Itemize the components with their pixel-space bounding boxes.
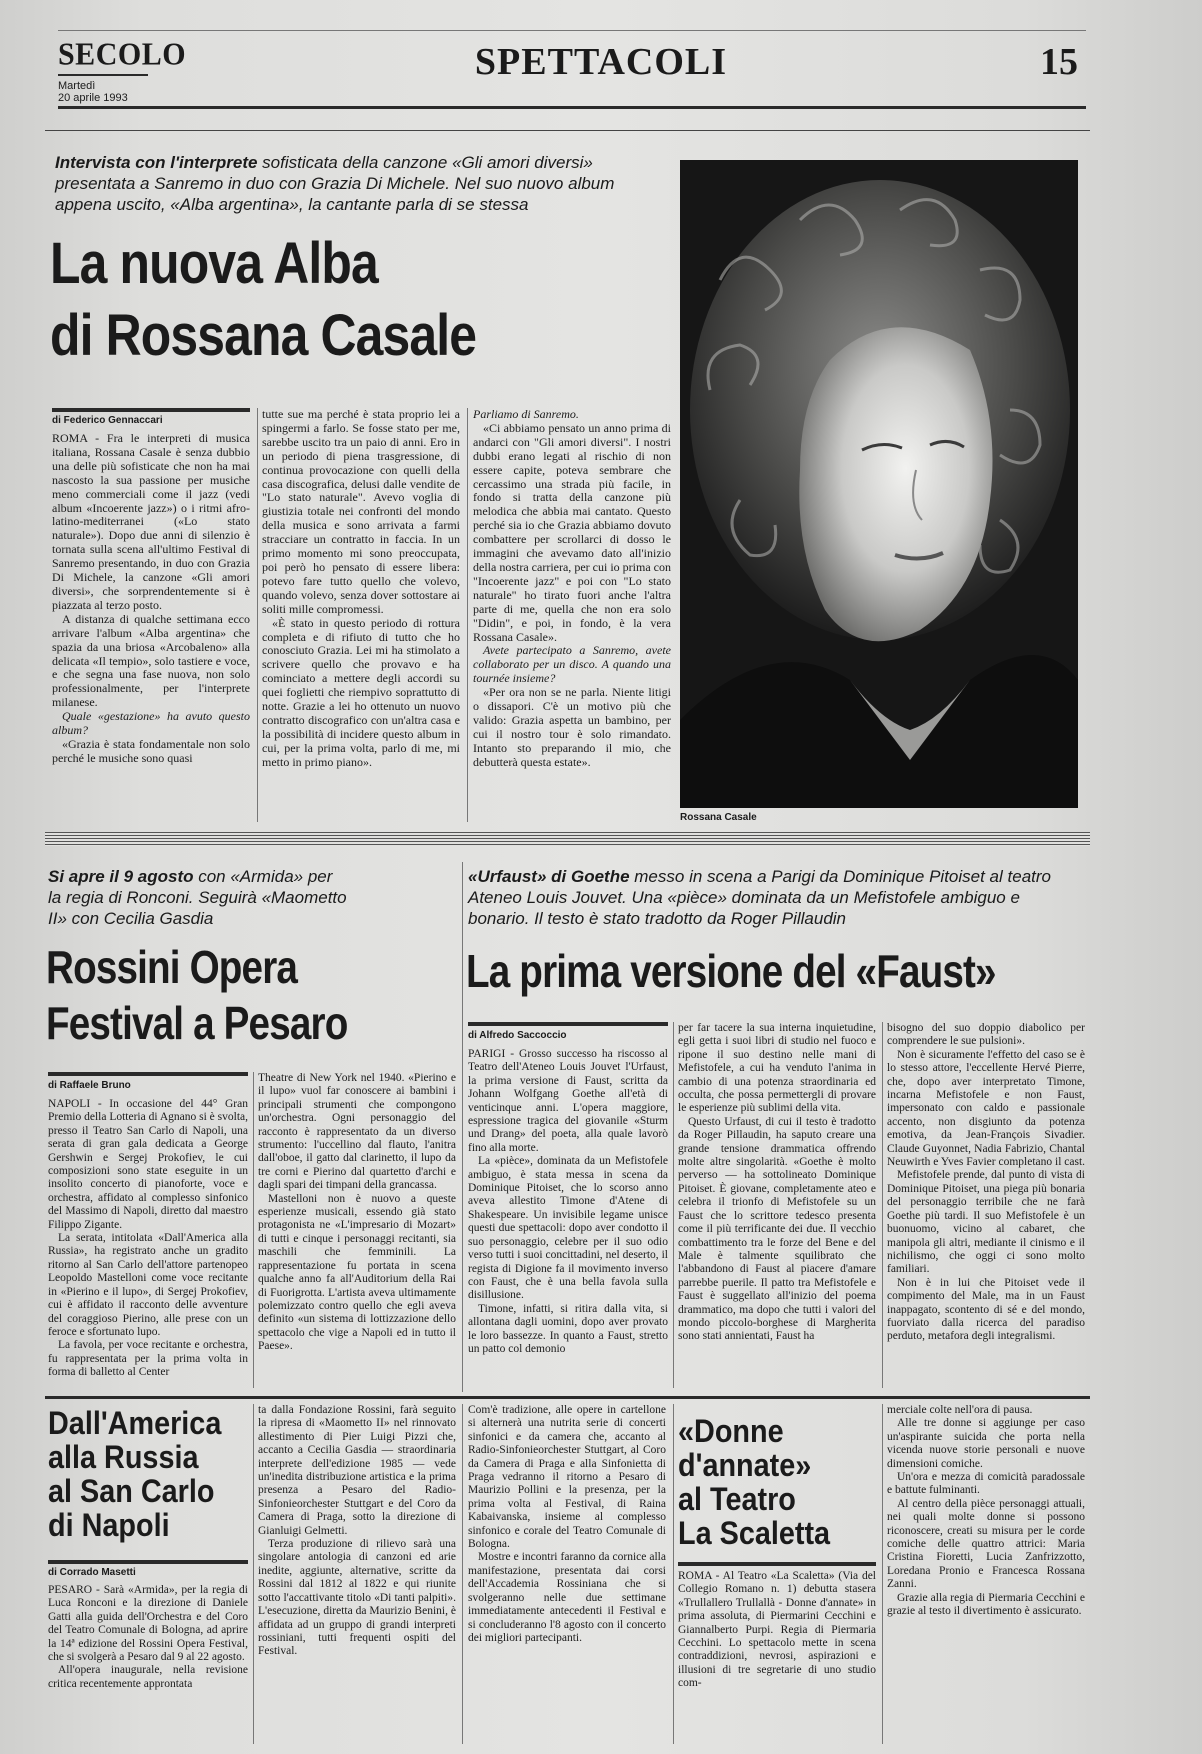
article3-col1-p2: La serata, intitolata «Dall'America alla Russia», ha registrato anche un gradito ritorno al San Carlo dell'attore partenopeo Leopoldo Mastelloni come voce recitante in «Pierino e il lupo», di Sergej Prokofiev, cui è affidato il racconto delle avventure del coraggioso Pierino, alle prese con un feroce e sfortunato lupo. xyxy=(48,1232,248,1338)
article5-col2-p4: Al centro della pièce personaggi attuali, nei quali molte donne si possono riconoscere, creati su misura per le corde comiche delle quattro attrici: Maria Cristina Fioretti, Lucia Zanfrizzotto, Loredana Pronio e Francesca Rossana Zanni. xyxy=(887,1497,1085,1591)
article4-col3-p1: bisogno del suo doppio diabolico per comprendere le sue pulsioni». xyxy=(887,1022,1085,1048)
article1-col3 xyxy=(473,408,671,822)
article5-col2-p3: Un'ora e mezza di comicità paradossale e battute fulminanti. xyxy=(887,1471,1085,1497)
article1-top-rule xyxy=(45,130,1090,131)
article4-kicker xyxy=(468,866,1078,929)
article1-col1-question: Quale «gestazione» ha avuto questo album? xyxy=(52,709,250,738)
article1-col2-p1: tutte sue ma perché è stata proprio lei a spingermi a farlo. Se fosse stato per me, sarebbe uscito tra un paio di anni. Ero in un periodo di piena trasgressione, di continua provocazione con quelli della casa discografica, delusi dalle vendite de "Lo stato naturale". Avevo voglia di giustizia totale nei confronti del mondo della musica e sono arrivata a farmi stracciare un contratto in faccia. In un primo momento mi sono preoccupata, poi però ho pensato di essere libera: potevo fare tutto quello che volevo, quando volevo, senza dover sottostare ai soliti mille compromessi. xyxy=(262,408,460,616)
col-divider xyxy=(882,1022,883,1388)
article2-headline-line1: Rossini Opera xyxy=(46,941,298,993)
article1-byline: di Federico Gennaccari xyxy=(52,415,163,426)
article1-col3-p1: «Ci abbiamo pensato un anno prima di andarci con "Gli amori diversi". I nostri dubbi erano legati al rischio di non essere capite, poteva sembrare che cercassimo una strada più facile, in fondo si tratta della canzone più melodica che abbia mai cantato. Questo perché sia io che Grazia abbiamo dovuto combattere per scrollarci di dosso le immagini che avevamo dato all'inizio della nostra carriera, per cui io prima con "Incoerente jazz" e poi con "Lo stato naturale" ho tirato fuori anche l'altra parte di me, quella che non era solo "Didin", e poi, in fondo, è la vera Rossana Casale». xyxy=(473,420,671,644)
portrait-photo xyxy=(680,160,1078,808)
article3-col2-p2: Mastelloni non è nuovo a queste esperienze musicali, essendo già stato protagonista ne «L'impresario di Mozart» di tutti e cinque i personaggi recitanti, sia maschili che femminili. La rappresentazione fu portata in scena qualche anno fa all'Auditorium della Rai di Fuorigrotta. L'artista aveva ultimamente polemizzato contro quello che egli aveva definito «un sistema di lottizzazione dello spettacolo che vige a Napoli ed in tutto il Paese». xyxy=(258,1192,456,1353)
col-divider xyxy=(673,1022,674,1388)
article3-col2 xyxy=(258,1072,456,1388)
article1-col1-end: «Grazia è stata fondamentale non solo perché le musiche sono quasi xyxy=(52,736,250,765)
article2-headline-line2: Festival a Pesaro xyxy=(46,997,348,1049)
byline-rule xyxy=(468,1022,668,1026)
article4-col1 xyxy=(468,1048,668,1388)
article2-col1 xyxy=(258,1404,456,1744)
top-rule xyxy=(58,30,1086,31)
article1-headline-line1: La nuova Alba xyxy=(50,231,378,296)
article4-col2-p1: per far tacere la sua interna inquietudine, egli getta i suoi libri di studio nel fuoco e ripone il suo destino nelle mani di Mefistofele, a cui ha venduto l'anima in cambio di una potenza straordinaria ed occulta, che possa permettergli di provare le esperienze più sublimi della vita. xyxy=(678,1022,876,1115)
pesaro-byline: di Corrado Masetti xyxy=(48,1567,136,1578)
article3-col1 xyxy=(48,1098,248,1388)
article4-col1-p3: Timone, infatti, si ritira dalla vita, si allontana dagli uomini, dopo aver provato le loro bassezze. In quanto a Faust, stretto un patto col demonio xyxy=(468,1302,668,1355)
article1-col2 xyxy=(262,408,460,822)
article5-col2-p1: merciale colte nell'ora di pausa. xyxy=(887,1404,1033,1416)
col-divider xyxy=(253,1072,254,1388)
article5-col2-p5: Grazie alla regia di Piermaria Cecchini e grazie al testo il divertimento è assicurato. xyxy=(887,1591,1085,1618)
article5-headline-line3: al Teatro xyxy=(678,1481,796,1517)
article1-col3-question2: Avete partecipato a Sanremo, avete collaborato per un disco. A quando una tournée insieme? xyxy=(473,643,671,686)
byline-rule xyxy=(48,1560,248,1564)
article3-headline xyxy=(48,1406,248,1542)
article1-kicker-text: sofisticata della canzone «Gli amori diversi» presentata a Sanremo in duo con Grazia Di Michele. Nel suo nuovo album appena uscito, «Alba argentina», la cantante parla di se stessa xyxy=(55,153,615,214)
article2-col2-p1: Com'è tradizione, alle opere in cartellone si alternerà una nutrita serie di concerti sinfonici e da camera che, accanto al Radio-Sinfonieorchester Stuttgart, al Coro da Camera di Praga e alla Sinfonietta di Praga vedranno il ritorno a Pesaro di Maurizio Pollini e la presenza, per la prima volta al Festival, di Raina Kabaivanska, insieme al complesso sinfonico e corale del Teatro Comunale di Bologna. xyxy=(468,1404,666,1551)
article1-col3-end: «Per ora non se ne parla. Niente litigi o dissapori. C'è un motivo più che valido: Grazia aspetta un bambino, per cui il nostro tour è solo rimandato. Intanto sto preparando il mio, che debutterà questa estate». xyxy=(473,685,671,769)
dateline-date: 20 aprile 1993 xyxy=(58,92,128,104)
article3-headline-line2: alla Russia xyxy=(48,1439,199,1475)
pesaro-col1-p1: PESARO - Sarà «Armida», per la regia di Luca Ronconi e la direzione di Daniele Gatti alla guida dell'Orchestra e del Coro del Teatro Comunale di Bologna, ad aprire la 14ª edizione del Rossini Opera Festival, che si svolgerà a Pesaro dal 9 al 22 agosto. xyxy=(48,1584,248,1664)
article5-col1-p1: ROMA - Al Teatro «La Scaletta» (Via del Collegio Romano n. 1) debutta stasera «Trullallero Trullallà - Donne d'annate» in prima assoluta, di Piermarini Cecchini e Giannalberto Purpi. Regia di Piermaria Cecchini. Lo spettacolo mette in scena contraddizioni, nevrosi, aspirazioni e illusioni di tre segretarie di uno studio com- xyxy=(678,1570,876,1690)
article4-col2-p2: Questo Urfaust, di cui il testo è tradotto da Roger Pillaudin, ha saputo creare una grande tensione drammatica offrendo molte altre singolarità. «Goethe è molto perverso — ha sottolineato Dominique Pitoiset. È giovane, completamente ateo e celebra il trionfo di Mefistofele su un Faust che lo scrittore tedesco presenta come il più terrificante dei due. Il vecchio combattimento tra le forze del Bene e del Male è talmente squilibrato che l'abbandono di Faust al piacere d'amare parrebbe puerile. Il patto tra Mefistofele e Faust è suggellato all'inizio del poema drammatico, ma dopo che tutti i valori del mondo piccolo-borghese di Margherita sono stati annientati, Faust ha xyxy=(678,1115,876,1343)
photo-caption: Rossana Casale xyxy=(680,812,757,823)
article4-headline: La prima versione del «Faust» xyxy=(466,945,996,997)
col-divider xyxy=(462,1404,463,1744)
bottom-section-rule xyxy=(45,1396,1090,1399)
article3-col2-p1: Theatre di New York nel 1940. «Pierino e il lupo» vuol far conoscere ai bambini i principali strumenti che compongono un'orchestra. Ogni personaggio del racconto è rappresentato da un diverso strumento: l'uccellino dal flauto, l'anitra dall'oboe, il gatto dal clarinetto, il lupo da tre corni e Pierino dal quartetto d'archi e dagli spari dei timpani della grancassa. xyxy=(258,1072,456,1192)
dateline-day: Martedì xyxy=(58,80,96,92)
article1-col1-p1: ROMA - Fra le interpreti di musica italiana, Rossana Casale è senza dubbio una delle più sofisticate che non ha mai nascosto la sua passione per musiche meno commerciali come il jazz (vedi album «Incoerente jazz») o i ritmi afro-latino-mediterranei («Lo stato naturale»). Dopo due anni di silenzio è tornata sulla scena all'ultimo Festival di Sanremo presentando, in duo con Grazia Di Michele, la canzone «Gli amori diversi», che sorprendentemente si è piazzata al terzo posto. xyxy=(52,432,250,612)
article1-col1-p2: A distanza di qualche settimana ecco arrivare l'album «Alba argentina» che spazia da una briosa «Arcobaleno» alla delicata «Il tempio», solo tastiere e voce, e che segna una fase nuova, non solo professionalmente, per l'interprete milanese. xyxy=(52,611,250,710)
section-title: SPETTACOLI xyxy=(474,41,728,83)
article5-col1 xyxy=(678,1570,876,1744)
article1-headline-line2: di Rossana Casale xyxy=(50,303,477,368)
byline-rule xyxy=(48,1072,248,1076)
article2-col1-p2: Terza produzione di rilievo sarà una singolare antologia di canzoni ed arie inedite, aggiunte, alternative, scritte da Rossini dal 1812 al 1822 e qui riunite sotto l'accattivante titolo «Di tanti palpiti». L'esecuzione, diretta da Maurizio Benini, è affidata ad un gruppo di grandi interpreti rossiniani, tutti frequenti ospiti del Festival. xyxy=(258,1538,456,1658)
col-divider xyxy=(467,408,468,822)
article2-col2 xyxy=(468,1404,666,1744)
article4-col3 xyxy=(887,1022,1085,1388)
col-divider xyxy=(673,1404,674,1744)
article1-kicker-bold: Intervista con l'interprete xyxy=(55,153,258,172)
article5-col2 xyxy=(887,1404,1085,1744)
article1-col1 xyxy=(52,432,250,822)
article2-kicker-text: con «Armida» per la regia di Ronconi. Seguirà «Maometto II» con Cecilia Gasdia xyxy=(48,867,347,928)
col-divider xyxy=(882,1404,883,1744)
article2-col1-p1: ta dalla Fondazione Rossini, farà seguito la ripresa di «Maometto II» nel rinnovato allestimento di Pier Luigi Pizzi che, accanto a Cecilia Gasdia — straordinaria interprete dell'edizione 1985 — vede un'inedita distribuzione artistica e la prima presenza a Pesaro del Radio-Sinfonieorchester Stuttgart e del Coro da Camera di Praga, sotto la direzione di Gianluigi Gelmetti. xyxy=(258,1404,456,1537)
article5-headline-line4: La Scaletta xyxy=(678,1515,831,1551)
article2-col2-p2: Mostre e incontri faranno da cornice alla manifestazione, presentata dai corsi dell'Accademia Rossiniana che si svolgeranno nelle due settimane immediatamente antecedenti il Festival e si concluderanno l'8 agosto con il concerto dei migliori partecipanti. xyxy=(468,1551,666,1644)
byline-rule xyxy=(52,408,250,412)
article1-col2-p2: «È stato in questo periodo di rottura completa e di rifiuto di tutto che ho conosciuto Grazia. Lei mi ha stimolato a scrivere quello che provavo e ha cominciato a mettere degli accordi su quei foglietti che riempivo soprattutto di notte. Grazie a lei ho ottenuto un nuovo contratto discografico con un'altra casa e la possibilità di incidere questo album in cui, per la prima volta, parlo di me, mi metto in primo piano». xyxy=(262,615,460,769)
article3-col1-p1: NAPOLI - In occasione del 44° Gran Premio della Lotteria di Agnano si è svolta, presso il Teatro San Carlo di Napoli, una serata di gran gala dedicata a George Gershwin e Sergej Prokofiev, le cui composizioni sono state eseguite in un insolito concerto di pianoforte, voce e orchestra, affidato al complesso sinfonico del Massimo di Napoli, diretto dal maestro Filippo Zigante. xyxy=(48,1098,248,1231)
article5-headline-line1: «Donne xyxy=(678,1413,784,1449)
section-separator xyxy=(45,832,1090,846)
article3-byline: di Raffaele Bruno xyxy=(48,1080,131,1091)
masthead-rule xyxy=(58,106,1086,109)
article2-kicker-bold: Si apre il 9 agosto xyxy=(48,867,194,886)
article1-kicker xyxy=(55,152,665,215)
article3-col1-p3: La favola, per voce recitante e orchestra, fu rappresentata per la prima volta in forma di balletto al Center xyxy=(48,1339,248,1379)
article4-col3-p4: Non è in lui che Pitoiset vede il compimento del Male, ma in un Faust inappagato, scontento di sé e del mondo, fuorviato dalla ricerca del paradiso perduto, metafora degli integralismi. xyxy=(887,1276,1085,1343)
col-divider xyxy=(257,408,258,822)
article4-kicker-text: messo in scena a Parigi da Dominique Pitoiset al teatro Ateneo Louis Jouvet. Una «pièce» dominata da un Mefistofele ambiguo e bonario. Il testo è stato tradotto da Roger Pillaudin xyxy=(468,867,1051,928)
col-divider xyxy=(462,862,463,1392)
article4-col1-p1: PARIGI - Grosso successo ha riscosso al Teatro dell'Ateneo Louis Jouvet l'Urfaust, la prima versione di Faust, scritta da Johann Wolfgang Goethe all'età di venticinque anni. L'opera maggiore, espressione tragica del giovanile «Sturm und Drang» del poeta, alla quale lavorò fino alla morte. xyxy=(468,1048,668,1154)
portrait-illustration xyxy=(680,160,1078,808)
byline-rule xyxy=(678,1562,876,1566)
pesaro-col1 xyxy=(48,1584,248,1744)
pesaro-col1-p2: All'opera inaugurale, nella revisione critica recentemente approntata xyxy=(48,1664,248,1690)
article4-col3-p3: Mefistofele prende, dal punto di vista di Dominique Pitoiset, una piega più bonaria del personaggio terribile che ne farà Goethe più tardi. Il suo Mefistofele è un buonuomo, vicino al cabaret, che manipola gli altri, mediante il cinismo e il nichilismo, che oggi ci sono molto familiari. xyxy=(887,1169,1085,1276)
article4-col3-p2: Non è sicuramente l'effetto del caso se è lo stesso attore, l'eccellente Hervé Pierre, che, dopo aver interpretato Timone, incarna Mefistofele e non Faust, impersonato con caldo e passionale accento, non disgiunto da potenza emotiva, da Jean-François Sivadier. Claude Guyonnet, Nadia Fabrizio, Chantal Neuwirth e Yves Favier completano il cast. xyxy=(887,1048,1085,1169)
article4-kicker-bold: «Urfaust» di Goethe xyxy=(468,867,630,886)
article5-col2-p2: Alle tre donne si aggiunge per caso un'aspirante suicida che porta nella vicenda nuove storie personali e nuove dimensioni comiche. xyxy=(887,1417,1085,1470)
article4-col2 xyxy=(678,1022,876,1388)
article3-headline-line1: Dall'America xyxy=(48,1405,222,1441)
article5-headline xyxy=(678,1414,878,1550)
article3-headline-line3: al San Carlo xyxy=(48,1473,215,1509)
article4-col1-p2: La «pièce», dominata da un Mefistofele ambiguo, è stata messa in scena da Dominique Pitoiset, che lo scorso anno aveva allestito Timone d'Atene di Shakespeare. Un invisibile legame unisce questi due spettacoli: dopo aver condotto il suo personaggio, celebre per il suo odio verso tutti i suoi concittadini, nel deserto, il regista di Digione fa il movimento inverso con Faust, che è una bella favola sulla disillusione. xyxy=(468,1155,668,1302)
article2-kicker xyxy=(48,866,348,929)
page-number: 15 xyxy=(1040,41,1078,83)
paper-name: SECOLO xyxy=(58,37,187,72)
article4-byline: di Alfredo Saccoccio xyxy=(468,1030,567,1041)
article1-col3-question1: Parliamo di Sanremo. xyxy=(473,408,579,421)
article5-headline-line2: d'annate» xyxy=(678,1447,812,1483)
col-divider xyxy=(253,1404,254,1744)
article3-headline-line4: di Napoli xyxy=(48,1507,170,1543)
